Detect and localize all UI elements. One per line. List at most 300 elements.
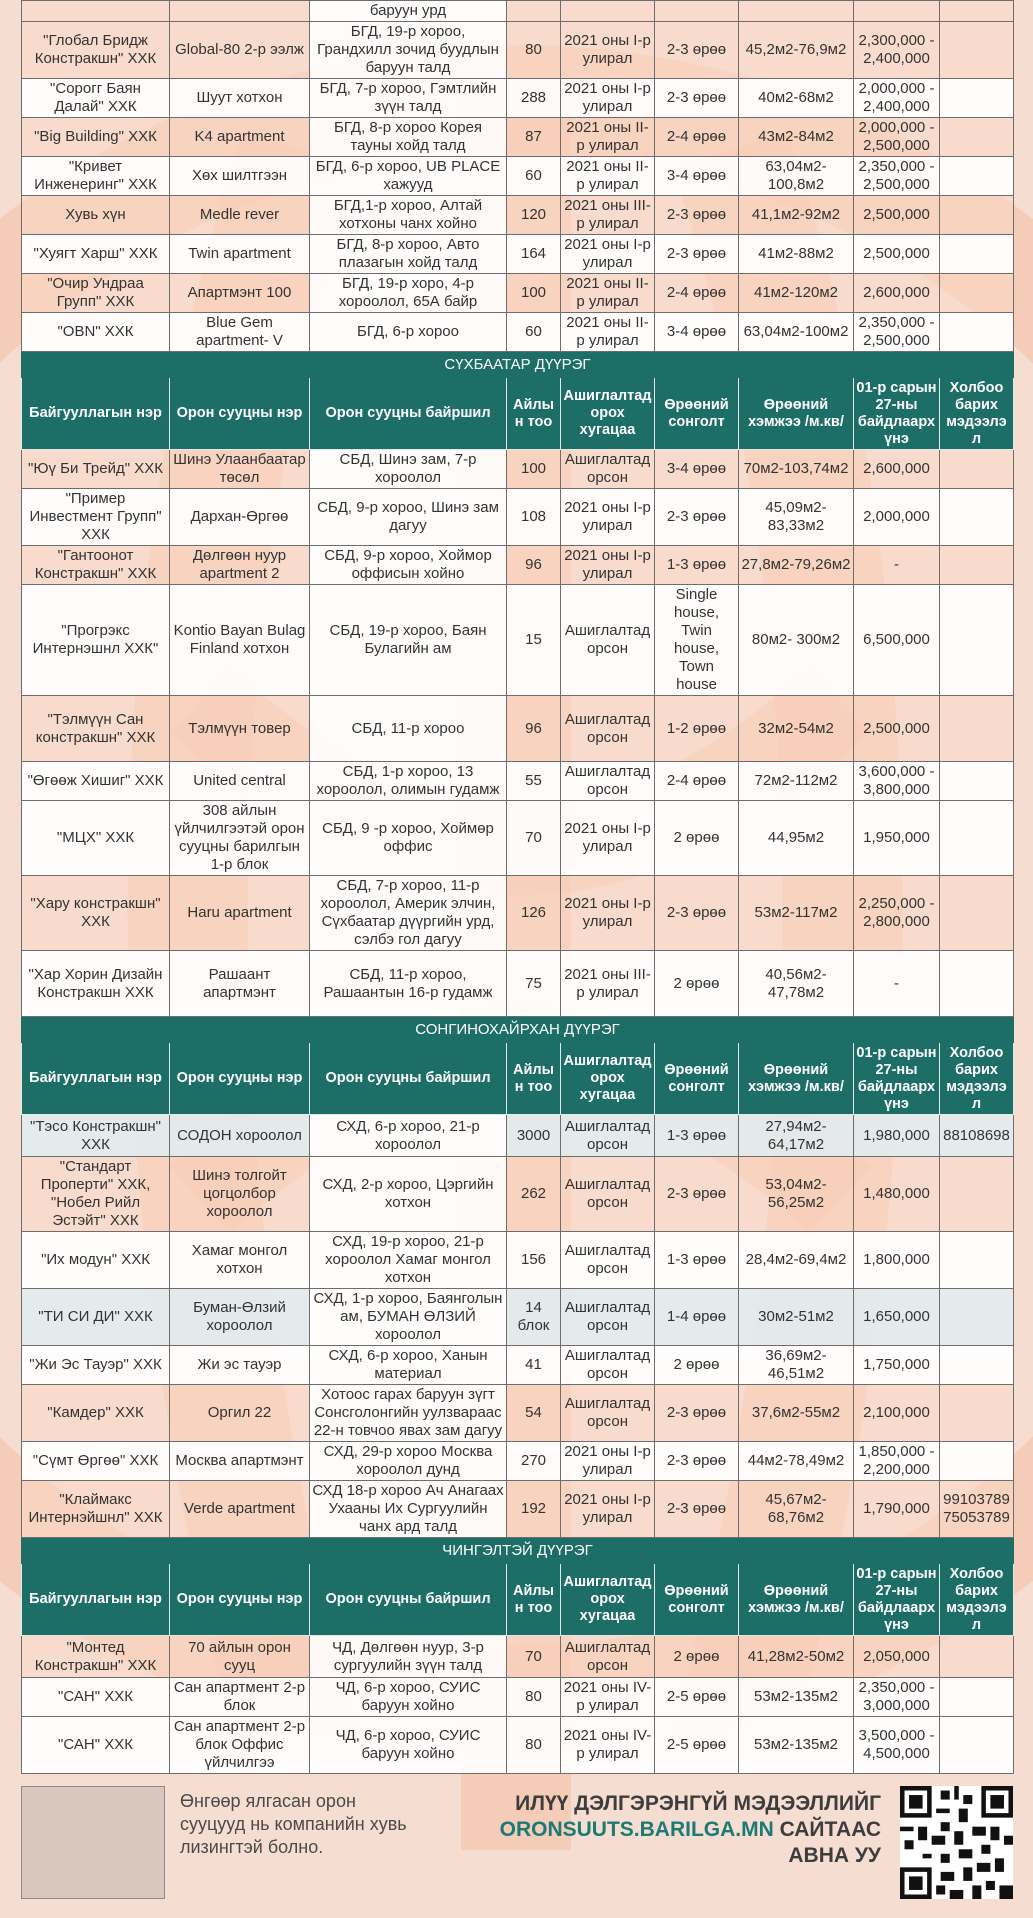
cell-completion: 2021 оны IV-р улирал [561,1717,655,1774]
column-header-rooms: Өрөөний сонголт [655,378,739,450]
cell-location: СБД, 19-р хороо, Баян Булагийн ам [310,585,507,696]
cell-location: СХД 18-р хороо Ач Анагаах Ухааны Их Сургуулийн чанх ард талд [310,1481,507,1538]
cell-location: СБД, 7-р хороо, 11-р хороолол, Америк элчин, Сүхбаатар дүүргийн урд, сэлбэ гол дагуу [310,876,507,951]
cell-size: 80м2- 300м2 [739,585,854,696]
table-row [22,157,1014,196]
cell-location: СХД, 1-р хороо, Баянголын ам, БУМАН ӨЛЗИЙ хороолол [310,1289,507,1346]
cell-rooms: 1-3 өрөө [655,1115,739,1157]
cell-completion: Ашиглалтад орсон [561,585,655,696]
district-header [22,1017,1014,1043]
cell-price: 2,100,000 [854,1385,940,1442]
cell-completion: Ашиглалтад орсон [561,450,655,489]
cell-size: 40,56м2-47,78м2 [739,951,854,1017]
table-row [22,585,1014,696]
cell-rooms: 2-3 өрөө [655,1385,739,1442]
cell-size: 41м2-120м2 [739,274,854,313]
district-header [22,352,1014,378]
cell-company: "OBN" ХХК [22,313,170,352]
cell-location: СБД, Шинэ зам, 7-р хороолол [310,450,507,489]
column-header-contact: Холбоо барих мэдээлэл [940,378,1014,450]
cell-units: 96 [507,696,561,762]
cell-project: Жи эс тауэр [170,1346,310,1385]
cell-price: 1,480,000 [854,1157,940,1232]
cell-units: 80 [507,1717,561,1774]
cell-project: Тэлмүүн товер [170,696,310,762]
cell-project: Шуут хотхон [170,79,310,118]
cell-units: 100 [507,450,561,489]
cell-location: СХД, 6-р хороо, 21-р хороолол [310,1115,507,1157]
cell-company: "Кривет Инженеринг" ХХК [22,157,170,196]
table-row [22,1678,1014,1717]
column-header-size: Өрөөний хэмжээ /м.кв/ [739,378,854,450]
cell-project: Хамаг монгол хотхон [170,1232,310,1289]
cell-completion: 2021 оны II-р улирал [561,157,655,196]
table-row [22,274,1014,313]
cell-completion: Ашиглалтад орсон [561,1115,655,1157]
cell-price: 2,250,000 - 2,800,000 [854,876,940,951]
table-row [22,489,1014,546]
cell-units: 54 [507,1385,561,1442]
cell-project: 70 айлын орон сууц [170,1636,310,1678]
cell-rooms: 2-4 өрөө [655,274,739,313]
column-header-row [22,1043,1014,1115]
cell-rooms: 1-3 өрөө [655,1232,739,1289]
cell-contact [940,1,1014,22]
column-header-completion: Ашиглалтад орох хугацаа [561,1564,655,1636]
cell-project: Москва апартмэнт [170,1442,310,1481]
cell-rooms: 2-5 өрөө [655,1717,739,1774]
cell-location: СБД, 11-р хороо [310,696,507,762]
cell-units: 3000 [507,1115,561,1157]
cell-price: 2,500,000 [854,696,940,762]
cell-location: БГД, 6-р хороо [310,313,507,352]
cell-location: ЧД, 6-р хороо, СУИС баруун хойно [310,1717,507,1774]
column-header-project: Орон сууцны нэр [170,378,310,450]
cell-project: Апартмэнт 100 [170,274,310,313]
cell-contact [940,235,1014,274]
cell-rooms: 2-3 өрөө [655,1481,739,1538]
cell-price: - [854,546,940,585]
table-row [22,546,1014,585]
cell-project: 308 айлын үйлчилгээтэй орон сууцны барилгын 1-р блок [170,801,310,876]
cell-location: БГД, 19-р хороо, Грандхилл зочид буудлын баруун талд [310,22,507,79]
cell-size: 30м2-51м2 [739,1289,854,1346]
cell-contact [940,79,1014,118]
cell-units: 70 [507,801,561,876]
cell-contact [940,1232,1014,1289]
cell-project: Шинэ толгойт цогцолбор хороолол [170,1157,310,1232]
cell-units: 70 [507,1636,561,1678]
district-title: СОНГИНОХАЙРХАН ДҮҮРЭГ [22,1017,1014,1043]
more-info-suffix: САЙТААС [773,1818,881,1841]
cell-rooms [655,1,739,22]
cell-project: Verde apartment [170,1481,310,1538]
cell-contact [940,489,1014,546]
cell-size: 45,09м2-83,33м2 [739,489,854,546]
cell-project: Буман-Өлзий хороолол [170,1289,310,1346]
cell-units: 75 [507,951,561,1017]
cell-price: 2,600,000 [854,450,940,489]
cell-price: 1,650,000 [854,1289,940,1346]
table-row [22,1385,1014,1442]
cell-company: Хувь хүн [22,196,170,235]
cell-size: 53м2-135м2 [739,1717,854,1774]
cell-company: "Очир Ундраа Групп" ХХК [22,274,170,313]
column-header-company: Байгууллагын нэр [22,1564,170,1636]
table-row [22,1232,1014,1289]
cell-price: 2,350,000 - 3,000,000 [854,1678,940,1717]
cell-completion: 2021 оны I-р улирал [561,546,655,585]
cell-contact [940,876,1014,951]
cell-completion: 2021 оны I-р улирал [561,876,655,951]
table-row [22,1346,1014,1385]
cell-completion [561,1,655,22]
cell-company: "Пример Инвестмент Групп" ХХК [22,489,170,546]
cell-price: 2,000,000 - 2,500,000 [854,118,940,157]
cell-size [739,1,854,22]
district-header [22,1538,1014,1564]
cell-rooms: 2-5 өрөө [655,1678,739,1717]
cell-units: 156 [507,1232,561,1289]
cell-completion: 2021 оны I-р улирал [561,1442,655,1481]
cell-price: 6,500,000 [854,585,940,696]
cell-rooms: 2-3 өрөө [655,489,739,546]
footer [21,1786,1013,1918]
cell-price: 1,790,000 [854,1481,940,1538]
cell-company: "Гантоонот Констракшн" ХХК [22,546,170,585]
cell-units: 108 [507,489,561,546]
cell-completion: 2021 оны I-р улирал [561,79,655,118]
cell-size: 53м2-117м2 [739,876,854,951]
cell-contact [940,951,1014,1017]
table-row [22,1,1014,22]
table-row [22,118,1014,157]
column-header-row [22,378,1014,450]
cell-contact [940,1717,1014,1774]
housing-tables [21,0,1013,1774]
cell-location: СХД, 29-р хороо Москва хороолол дунд [310,1442,507,1481]
cell-size: 45,2м2-76,9м2 [739,22,854,79]
cell-contact [940,22,1014,79]
cell-size: 37,6м2-55м2 [739,1385,854,1442]
cell-rooms: 2 өрөө [655,801,739,876]
cell-location: СБД, 9-р хороо, Хоймор оффисын хойно [310,546,507,585]
table-row [22,79,1014,118]
cell-location: СБД, 11-р хороо, Рашаантын 16-р гудамж [310,951,507,1017]
cell-size: 53,04м2-56,25м2 [739,1157,854,1232]
cell-company: "Монтед Констракшн" ХХК [22,1636,170,1678]
cell-units: 120 [507,196,561,235]
cell-size: 27,94м2-64,17м2 [739,1115,854,1157]
cell-contact [940,1289,1014,1346]
column-header-company: Байгууллагын нэр [22,1043,170,1115]
cell-size: 36,69м2-46,51м2 [739,1346,854,1385]
cell-location: СБД, 9 -р хороо, Хоймөр оффис [310,801,507,876]
cell-size: 27,8м2-79,26м2 [739,546,854,585]
cell-rooms: 2-3 өрөө [655,79,739,118]
cell-project: Medle rever [170,196,310,235]
cell-location: БГД, 8-р хороо Корея тауны хойд талд [310,118,507,157]
column-header-rooms: Өрөөний сонголт [655,1564,739,1636]
cell-size: 70м2-103,74м2 [739,450,854,489]
column-header-completion: Ашиглалтад орох хугацаа [561,1043,655,1115]
cell-size: 43м2-84м2 [739,118,854,157]
cell-contact [940,762,1014,801]
column-header-project: Орон сууцны нэр [170,1043,310,1115]
cell-project: Blue Gem apartment- V [170,313,310,352]
cell-units: 80 [507,1678,561,1717]
cell-price: 3,500,000 - 4,500,000 [854,1717,940,1774]
cell-size: 32м2-54м2 [739,696,854,762]
cell-rooms: 2-3 өрөө [655,22,739,79]
qr-code-icon[interactable] [900,1786,1013,1899]
cell-price: 1,800,000 [854,1232,940,1289]
cell-completion: Ашиглалтад орсон [561,1232,655,1289]
cell-completion: Ашиглалтад орсон [561,1346,655,1385]
cell-units: 192 [507,1481,561,1538]
cell-units: 262 [507,1157,561,1232]
cell-rooms: 2-3 өрөө [655,1157,739,1232]
cell-units: 126 [507,876,561,951]
cell-price: 2,600,000 [854,274,940,313]
cell-completion: Ашиглалтад орсон [561,762,655,801]
cell-company: "САН" ХХК [22,1678,170,1717]
cell-price: 1,750,000 [854,1346,940,1385]
cell-location: БГД, 6-р хороо, UB PLACE хажууд [310,157,507,196]
cell-completion: 2021 оны IV-р улирал [561,1678,655,1717]
cell-project: K4 apartment [170,118,310,157]
cell-company: "Прогрэкс Интернэшнл ХХК" [22,585,170,696]
cell-price: 1,980,000 [854,1115,940,1157]
cell-company: "Юү Би Трейд" ХХК [22,450,170,489]
cell-location: Хотоос гарах баруун зүгт Сонсголонгийн уулзвараас 22-н товчоо явах зам дагуу [310,1385,507,1442]
cell-company: "Сорогг Баян Далай" ХХК [22,79,170,118]
cell-price: 1,850,000 - 2,200,000 [854,1442,940,1481]
column-header-row [22,1564,1014,1636]
more-info-line1: ИЛҮҮ ДЭЛГЭРЭНГҮЙ МЭДЭЭЛЛИЙГ [515,1792,881,1815]
table-row [22,235,1014,274]
cell-project: Kontio Bayan Bulag Finland хотхон [170,585,310,696]
cell-units: 60 [507,157,561,196]
cell-size: 41,28м2-50м2 [739,1636,854,1678]
legend-text: Өнгөөр ялгасан орон сууцууд нь компанийн хувь лизингтэй болно. [180,1791,407,1857]
cell-units: 60 [507,313,561,352]
cell-contact [940,546,1014,585]
cell-rooms: 1-4 өрөө [655,1289,739,1346]
more-info-line3: АВНА УУ [788,1844,881,1867]
cell-contact [940,1157,1014,1232]
cell-price: - [854,951,940,1017]
cell-units: 87 [507,118,561,157]
cell-company: "Клаймакс Интернэйшнл" ХХК [22,1481,170,1538]
cell-rooms: 2-3 өрөө [655,1442,739,1481]
cell-price: 3,600,000 - 3,800,000 [854,762,940,801]
cell-location: СБД, 9-р хороо, Шинэ зам дагуу [310,489,507,546]
cell-completion: Ашиглалтад орсон [561,1636,655,1678]
cell-rooms: 2-3 өрөө [655,235,739,274]
cell-contact [940,450,1014,489]
table-row [22,1717,1014,1774]
table-row [22,1289,1014,1346]
table-row [22,876,1014,951]
cell-size: 63,04м2-100м2 [739,313,854,352]
cell-completion: Ашиглалтад орсон [561,1157,655,1232]
cell-completion: 2021 оны II-р улирал [561,118,655,157]
cell-contact [940,1442,1014,1481]
cell-price: 2,500,000 [854,235,940,274]
cell-location: СБД, 1-р хороо, 13 хороолол, олимын гудамж [310,762,507,801]
cell-contact [940,1636,1014,1678]
cell-rooms: 2-3 өрөө [655,196,739,235]
cell-company: "Тэсо Констракшн" ХХК [22,1115,170,1157]
column-header-price: 01-р сарын 27-ны байдлаарх үнэ [854,1043,940,1115]
cell-price: 2,050,000 [854,1636,940,1678]
column-header-rooms: Өрөөний сонголт [655,1043,739,1115]
table-row [22,1157,1014,1232]
cell-company: "Хару констракшн" ХХК [22,876,170,951]
cell-rooms: 2 өрөө [655,1636,739,1678]
cell-rooms: Single house, Twin house, Town house [655,585,739,696]
table-row [22,196,1014,235]
column-header-units: Айлын тоо [507,1043,561,1115]
cell-project: Дөлгөөн нуур apartment 2 [170,546,310,585]
cell-project: Шинэ Улаанбаатар төсөл [170,450,310,489]
cell-company: "Тэлмүүн Сан констракшн" ХХК [22,696,170,762]
cell-rooms: 2 өрөө [655,951,739,1017]
cell-rooms: 1-3 өрөө [655,546,739,585]
cell-rooms: 3-4 өрөө [655,450,739,489]
cell-completion: 2021 оны III-р улирал [561,951,655,1017]
cell-size: 72м2-112м2 [739,762,854,801]
cell-project: United central [170,762,310,801]
column-header-contact: Холбоо барих мэдээлэл [940,1564,1014,1636]
cell-contact [940,196,1014,235]
cell-price: 2,350,000 - 2,500,000 [854,157,940,196]
cell-completion: 2021 оны I-р улирал [561,22,655,79]
column-header-location: Орон сууцны байршил [310,1043,507,1115]
legend-color-swatch [21,1786,165,1899]
table-row [22,1115,1014,1157]
cell-project: Хөх шилтгээн [170,157,310,196]
cell-company: "Big Building" ХХК [22,118,170,157]
cell-units: 15 [507,585,561,696]
housing-table [21,0,1014,1774]
cell-company: "Өгөөж Хишиг" ХХК [22,762,170,801]
cell-rooms: 2-4 өрөө [655,118,739,157]
cell-company: "Сүмт Өргөө" ХХК [22,1442,170,1481]
cell-rooms: 1-2 өрөө [655,696,739,762]
table-row [22,313,1014,352]
cell-completion: 2021 оны I-р улирал [561,801,655,876]
cell-size: 53м2-135м2 [739,1678,854,1717]
cell-size: 44м2-78,49м2 [739,1442,854,1481]
cell-contact [940,1678,1014,1717]
cell-units: 96 [507,546,561,585]
cell-location: БГД, 19-р хоро, 4-р хороолол, 65А байр [310,274,507,313]
cell-contact: 88108698 [940,1115,1014,1157]
cell-contact [940,274,1014,313]
table-row [22,1636,1014,1678]
cell-location: БГД, 8-р хороо, Авто плазагын хойд талд [310,235,507,274]
cell-contact: 99103789 75053789 [940,1481,1014,1538]
cell-contact [940,118,1014,157]
cell-company: "Хар Хорин Дизайн Констракшн ХХК [22,951,170,1017]
cell-contact [940,1346,1014,1385]
cell-completion: 2021 оны II-р улирал [561,274,655,313]
cell-company: "ТИ СИ ДИ" ХХК [22,1289,170,1346]
cell-rooms: 3-4 өрөө [655,157,739,196]
cell-rooms: 3-4 өрөө [655,313,739,352]
cell-company [22,1,170,22]
cell-size: 44,95м2 [739,801,854,876]
table-row [22,801,1014,876]
district-title: СҮХБААТАР ДҮҮРЭГ [22,352,1014,378]
table-row [22,1442,1014,1481]
cell-completion: 2021 оны II-р улирал [561,313,655,352]
cell-units: 164 [507,235,561,274]
table-row [22,450,1014,489]
cell-location: СХД, 19-р хороо, 21-р хороолол Хамаг монгол хотхон [310,1232,507,1289]
cell-size: 28,4м2-69,4м2 [739,1232,854,1289]
cell-completion: 2021 оны I-р улирал [561,235,655,274]
table-row [22,696,1014,762]
cell-company: "Их модун" ХХК [22,1232,170,1289]
cell-contact [940,1385,1014,1442]
district-title: ЧИНГЭЛТЭЙ ДҮҮРЭГ [22,1538,1014,1564]
website-link[interactable]: ORONSUUTS.BARILGA.MN [499,1818,774,1841]
cell-price: 2,500,000 [854,196,940,235]
cell-project: Global-80 2-р ээлж [170,22,310,79]
cell-units [507,1,561,22]
cell-units: 14 блок [507,1289,561,1346]
table-row [22,22,1014,79]
cell-company: "Глобал Бридж Констракшн" ХХК [22,22,170,79]
column-header-project: Орон сууцны нэр [170,1564,310,1636]
cell-completion: Ашиглалтад орсон [561,1385,655,1442]
cell-completion: Ашиглалтад орсон [561,696,655,762]
column-header-size: Өрөөний хэмжээ /м.кв/ [739,1564,854,1636]
column-header-location: Орон сууцны байршил [310,378,507,450]
cell-units: 288 [507,79,561,118]
cell-price: 2,300,000 - 2,400,000 [854,22,940,79]
table-row [22,762,1014,801]
column-header-units: Айлын тоо [507,378,561,450]
cell-rooms: 2-4 өрөө [655,762,739,801]
cell-project [170,1,310,22]
cell-size: 45,67м2-68,76м2 [739,1481,854,1538]
cell-project: Сан апартмент 2-р блок [170,1678,310,1717]
cell-company: "Жи Эс Тауэр" ХХК [22,1346,170,1385]
cell-project: СОДОН хороолол [170,1115,310,1157]
cell-units: 270 [507,1442,561,1481]
cell-size: 40м2-68м2 [739,79,854,118]
cell-completion: 2021 оны I-р улирал [561,1481,655,1538]
cell-price: 2,000,000 [854,489,940,546]
cell-project: Twin apartment [170,235,310,274]
cell-location: БГД, 7-р хороо, Гэмтлийн зүүн талд [310,79,507,118]
cell-project: Оргил 22 [170,1385,310,1442]
more-info [500,1791,881,1869]
column-header-completion: Ашиглалтад орох хугацаа [561,378,655,450]
cell-size: 41м2-88м2 [739,235,854,274]
cell-company: "Стандарт Проперти" ХХК, "Нобел Рийл Эстэйт" ХХК [22,1157,170,1232]
cell-project: Дархан-Өргөө [170,489,310,546]
cell-units: 80 [507,22,561,79]
cell-size: 41,1м2-92м2 [739,196,854,235]
column-header-price: 01-р сарын 27-ны байдлаарх үнэ [854,1564,940,1636]
cell-project: Haru apartment [170,876,310,951]
cell-location: СХД, 2-р хороо, Цэргийн хотхон [310,1157,507,1232]
